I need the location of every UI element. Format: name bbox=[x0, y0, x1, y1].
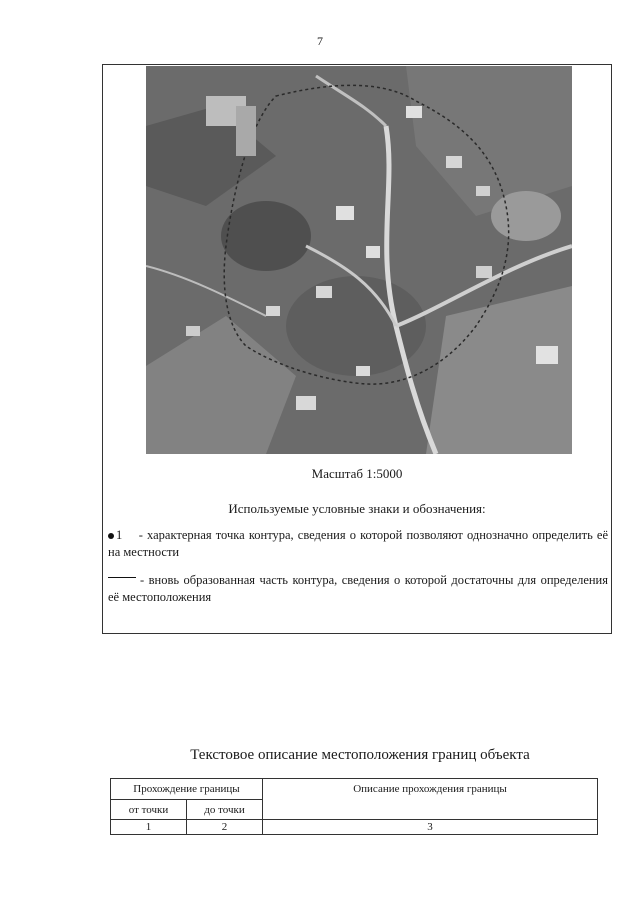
line-description: - вновь образованная часть контура, сведения о которой достаточны для определения её местоположения bbox=[108, 573, 608, 604]
point-number: 1 bbox=[116, 528, 123, 542]
legend-point-item bbox=[108, 527, 608, 561]
header-to: до точки bbox=[187, 800, 263, 820]
boundary-table bbox=[110, 778, 598, 835]
column-number-2: 2 bbox=[187, 820, 263, 835]
point-marker-icon bbox=[108, 533, 114, 539]
legend-heading: Используемые условные знаки и обозначения: bbox=[228, 501, 486, 516]
map-scale: Масштаб 1:5000 bbox=[311, 466, 403, 481]
header-description: Описание прохождения границы bbox=[263, 779, 598, 820]
header-from: от точки bbox=[111, 800, 187, 820]
line-marker-icon bbox=[108, 577, 136, 578]
page-number: 7 bbox=[317, 34, 323, 48]
point-description: - характерная точка контура, сведения о которой позволяют однозначно определить её на местности bbox=[108, 528, 608, 559]
header-passage: Прохождение границы bbox=[111, 779, 263, 800]
column-number-3: 3 bbox=[263, 820, 598, 835]
section-title: Текстовое описание местоположения границ объекта bbox=[190, 747, 530, 763]
column-number-1: 1 bbox=[111, 820, 187, 835]
satellite-map bbox=[146, 66, 572, 454]
legend-line-item bbox=[108, 572, 608, 606]
